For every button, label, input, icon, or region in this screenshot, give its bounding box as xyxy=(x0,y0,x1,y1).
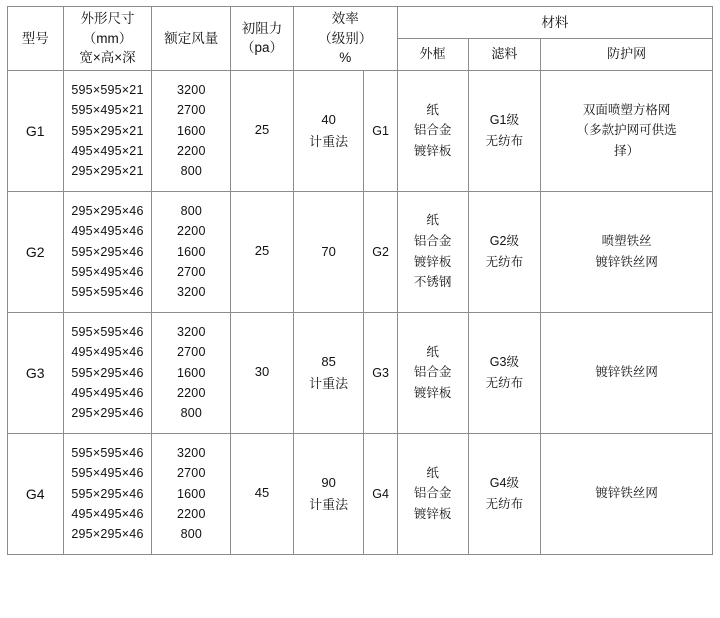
efficiency-value: 85 xyxy=(321,353,336,369)
cell-airflow xyxy=(152,70,231,191)
airflow-value: 2200 xyxy=(177,143,206,158)
frame-value: 镀锌板 xyxy=(413,386,452,400)
table-header xyxy=(8,7,713,71)
net-value: （多款护网可供选 xyxy=(576,123,677,138)
net-value: 择） xyxy=(614,144,640,158)
header-resistance xyxy=(231,7,294,71)
header-row-1 xyxy=(8,7,713,39)
frame-value: 镀锌板 xyxy=(413,254,452,269)
efficiency-value: 40 xyxy=(321,111,336,127)
cell-efficiency xyxy=(293,312,364,433)
cell-airflow xyxy=(152,312,231,433)
header-net: 防护网 xyxy=(541,39,713,70)
cell-airflow xyxy=(152,433,231,554)
media-value: G2级 xyxy=(489,234,519,249)
cell-resistance: 25 xyxy=(231,70,294,191)
airflow-value: 2200 xyxy=(177,506,206,521)
header-frame: 外框 xyxy=(397,39,468,70)
header-airflow: 额定风量 xyxy=(152,7,231,71)
cell-grade: G4 xyxy=(364,433,397,554)
cell-net xyxy=(541,433,713,554)
airflow-value: 800 xyxy=(180,527,203,542)
cell-resistance: 30 xyxy=(231,312,294,433)
frame-value: 铝合金 xyxy=(413,365,452,380)
frame-value: 纸 xyxy=(426,465,439,480)
cell-model: G2 xyxy=(8,191,64,312)
cell-dimensions xyxy=(63,70,152,191)
net-value: 双面喷塑方格网 xyxy=(582,102,671,117)
frame-value: 纸 xyxy=(426,102,439,117)
dimension-value: 595×595×21 xyxy=(71,83,144,98)
header-resistance-line2: （pa） xyxy=(240,40,283,56)
cell-grade: G1 xyxy=(364,70,397,191)
header-resistance-line1: 初阻力 xyxy=(241,20,283,36)
table-row xyxy=(8,433,713,554)
net-value: 镀锌铁丝网 xyxy=(595,486,658,501)
header-dimension-line1: 外形尺寸 xyxy=(80,11,135,26)
media-value: 无纺布 xyxy=(485,133,524,148)
airflow-value: 1600 xyxy=(177,486,206,501)
filter-spec-table xyxy=(7,6,713,555)
efficiency-method: 计重法 xyxy=(309,133,349,149)
dimension-value: 595×595×46 xyxy=(71,446,144,461)
media-value: G1级 xyxy=(489,113,519,128)
efficiency-method: 计重法 xyxy=(309,375,349,391)
efficiency-method: 计重法 xyxy=(309,496,349,512)
cell-frame xyxy=(397,433,468,554)
cell-grade: G2 xyxy=(364,191,397,312)
cell-efficiency xyxy=(293,191,364,312)
cell-media xyxy=(468,312,541,433)
airflow-value: 2700 xyxy=(177,103,206,118)
frame-value: 纸 xyxy=(426,213,439,228)
media-value: 无纺布 xyxy=(485,496,524,511)
airflow-value: 1600 xyxy=(177,244,206,259)
table-row xyxy=(8,191,713,312)
header-efficiency-line3: % xyxy=(339,50,352,66)
airflow-value: 2200 xyxy=(177,385,206,400)
airflow-value: 2700 xyxy=(177,345,206,360)
airflow-value: 2700 xyxy=(177,466,206,481)
dimension-value: 595×595×46 xyxy=(71,285,144,300)
media-value: G4级 xyxy=(489,476,519,491)
dimension-value: 495×495×46 xyxy=(71,385,144,400)
airflow-value: 800 xyxy=(180,204,203,219)
cell-net xyxy=(541,312,713,433)
cell-dimensions xyxy=(63,433,152,554)
frame-value: 不锈钢 xyxy=(413,275,452,290)
header-model: 型号 xyxy=(8,7,64,71)
net-value: 镀锌铁丝网 xyxy=(595,254,658,269)
airflow-value: 2700 xyxy=(177,264,206,279)
cell-media xyxy=(468,433,541,554)
efficiency-value: 90 xyxy=(321,474,336,490)
cell-model: G4 xyxy=(8,433,64,554)
dimension-value: 495×495×21 xyxy=(71,143,144,158)
cell-efficiency xyxy=(293,433,364,554)
cell-model: G1 xyxy=(8,70,64,191)
table-row xyxy=(8,70,713,191)
cell-net xyxy=(541,191,713,312)
dimension-value: 595×295×46 xyxy=(71,486,144,501)
cell-model: G3 xyxy=(8,312,64,433)
header-dimension xyxy=(63,7,152,71)
cell-frame xyxy=(397,191,468,312)
header-dimension-line2: （mm） xyxy=(82,30,133,46)
net-value: 镀锌铁丝网 xyxy=(595,365,658,380)
airflow-value: 3200 xyxy=(177,325,206,340)
header-media: 滤料 xyxy=(468,39,541,70)
media-value: 无纺布 xyxy=(485,375,524,390)
table-body xyxy=(8,70,713,554)
airflow-value: 3200 xyxy=(177,446,206,461)
frame-value: 铝合金 xyxy=(413,486,452,501)
dimension-value: 595×495×46 xyxy=(71,264,144,279)
airflow-value: 800 xyxy=(180,406,203,421)
airflow-value: 1600 xyxy=(177,123,206,138)
header-material: 材料 xyxy=(397,7,712,39)
cell-frame xyxy=(397,312,468,433)
efficiency-value: 70 xyxy=(321,243,336,259)
dimension-value: 595×495×46 xyxy=(71,466,144,481)
dimension-value: 595×295×46 xyxy=(71,244,144,259)
cell-net xyxy=(541,70,713,191)
dimension-value: 595×595×46 xyxy=(71,325,144,340)
frame-value: 铝合金 xyxy=(413,234,452,249)
dimension-value: 495×495×46 xyxy=(71,345,144,360)
header-efficiency xyxy=(293,7,397,71)
cell-frame xyxy=(397,70,468,191)
net-value: 喷塑铁丝 xyxy=(601,234,652,249)
table-row xyxy=(8,312,713,433)
airflow-value: 1600 xyxy=(177,365,206,380)
dimension-value: 295×295×21 xyxy=(71,164,144,179)
header-dimension-line3: 宽×高×深 xyxy=(79,50,136,66)
dimension-value: 495×495×46 xyxy=(71,224,144,239)
airflow-value: 800 xyxy=(180,164,203,179)
cell-dimensions xyxy=(63,191,152,312)
dimension-value: 595×495×21 xyxy=(71,103,144,118)
airflow-value: 3200 xyxy=(177,83,206,98)
dimension-value: 295×295×46 xyxy=(71,406,144,421)
frame-value: 镀锌板 xyxy=(413,507,452,521)
frame-value: 铝合金 xyxy=(413,123,452,138)
media-value: G3级 xyxy=(489,355,519,370)
header-efficiency-line1: 效率 xyxy=(331,11,359,26)
cell-media xyxy=(468,70,541,191)
header-efficiency-line2: （级别） xyxy=(318,30,373,46)
frame-value: 镀锌板 xyxy=(413,144,452,158)
dimension-value: 295×295×46 xyxy=(71,204,144,219)
media-value: 无纺布 xyxy=(485,254,524,269)
cell-media xyxy=(468,191,541,312)
cell-airflow xyxy=(152,191,231,312)
dimension-value: 295×295×46 xyxy=(71,527,144,542)
airflow-value: 2200 xyxy=(177,224,206,239)
dimension-value: 595×295×21 xyxy=(71,123,144,138)
frame-value: 纸 xyxy=(426,344,439,359)
cell-resistance: 25 xyxy=(231,191,294,312)
cell-efficiency xyxy=(293,70,364,191)
cell-resistance: 45 xyxy=(231,433,294,554)
cell-grade: G3 xyxy=(364,312,397,433)
cell-dimensions xyxy=(63,312,152,433)
dimension-value: 495×495×46 xyxy=(71,506,144,521)
airflow-value: 3200 xyxy=(177,285,206,300)
dimension-value: 595×295×46 xyxy=(71,365,144,380)
